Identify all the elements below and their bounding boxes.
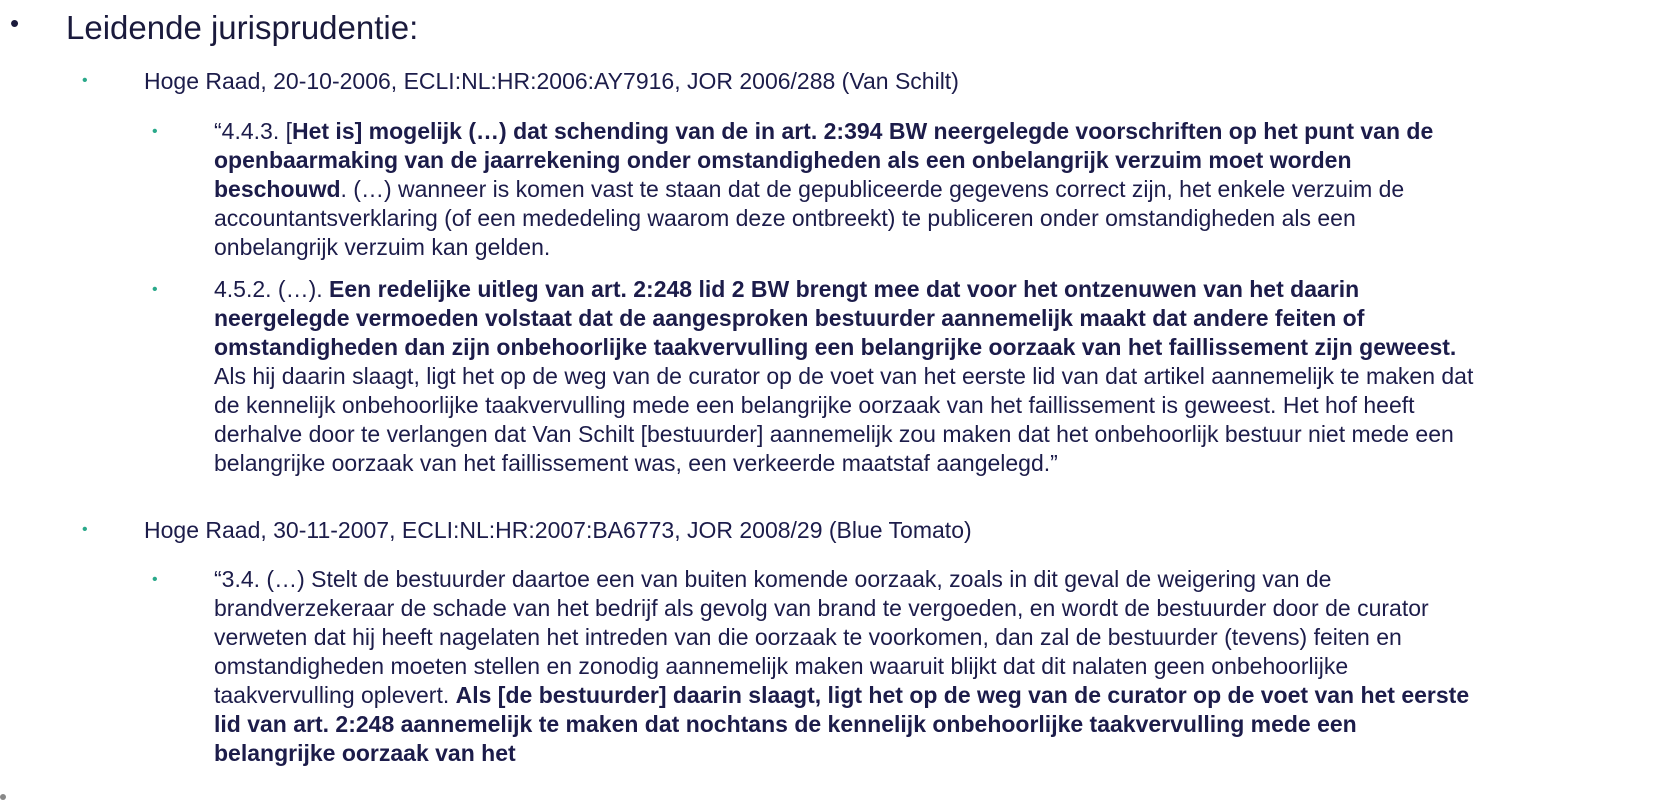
quote-segment: 4.5.2. (…). [214,276,330,302]
quote-item-2 [0,275,1474,478]
heading: Leidende jurisprudentie: [66,9,419,46]
bullet-icon: • [82,72,88,89]
quote-segment: Als hij daarin slaagt, ligt het op de weg van de curator op de voet van het eerste lid van dat artikel aannemelijk te maken dat de kennelijk onbehoorlijke taakvervulling mede een belangrijke oorzaak van het faillissement is geweest. Het hof heeft derhalve door te verlangen dat Van Schilt [bestuurder] aannemelijk zou maken dat het onbehoorlijk bestuur niet mede een belangrijke oorzaak van het faillissement was, een verkeerde maatstaf aangelegd.” [214,363,1474,476]
case-citation-1 [0,66,959,96]
quote-segment: . (…) wanneer is komen vast te staan dat de gepubliceerde gegevens correct zijn, het enkele verzuim de accountantsverklaring (of een mededeling waarom deze ontbreekt) te publiceren onder omstandigheden als een onbelangrijk verzuim kan gelden. [214,176,1405,260]
bullet-icon: • [152,123,158,140]
case-citation-text: Hoge Raad, 20-10-2006, ECLI:NL:HR:2006:AY7916, JOR 2006/288 (Van Schilt) [144,68,959,94]
quote-text [214,275,1474,478]
case-citation-2 [0,515,972,545]
quote-segment-bold: Een redelijke uitleg van art. 2:248 lid 2 BW brengt mee dat voor het ontzenuwen van het daarin neergelegde vermoeden volstaat dat de aangesproken bestuurder aannemelijk maakt dat andere feiten of omstandigheden dan zijn onbehoorlijke taakvervulling een belangrijke oorzaak van het faillissement zijn geweest. [214,276,1457,360]
quote-segment: “4.4.3. [ [214,118,292,144]
quote-segment-bold: Het is] mogelijk (…) dat schending van de in art. 2:394 BW neergelegde voorschriften op het punt van de openbaarmaking van de jaarrekening onder omstandigheden als een onbelangrijk verzuim moet worden beschouwd [214,118,1434,202]
heading-item [0,8,418,48]
quote-text [214,565,1474,768]
quote-item-1 [0,117,1474,262]
quote-item-3 [0,565,1474,768]
quote-segment-bold: Als [de bestuurder] daarin slaagt, ligt het op de weg van de curator op de voet van het eerste lid van art. 2:248 aannemelijk te maken dat nochtans de kennelijk onbehoorlijke taakvervulling mede een belangrijke oorzaak van het [214,682,1470,766]
quote-segment: “3.4. (…) Stelt de bestuurder daartoe een van buiten komende oorzaak, zoals in dit geval de weigering van de brandverzekeraar de schade van het bedrijf als gevolg van brand te vergoeden, en wordt de bestuurder door de curator verweten dat hij heeft nagelaten het intreden van die oorzaak te voorkomen, dan zal de bestuurder (tevens) feiten en omstandigheden moeten stellen en zonodig aannemelijk maken waaruit blijkt dat dit nalaten geen onbehoorlijke taakvervulling oplevert. [214,566,1429,708]
edge-dot-icon [0,794,6,800]
bullet-icon: • [152,281,158,298]
bullet-icon: • [152,571,158,588]
bullet-icon: • [82,521,88,538]
case-citation-text: Hoge Raad, 30-11-2007, ECLI:NL:HR:2007:BA6773, JOR 2008/29 (Blue Tomato) [144,517,972,543]
quote-text [214,117,1474,262]
bullet-icon: • [10,8,20,38]
